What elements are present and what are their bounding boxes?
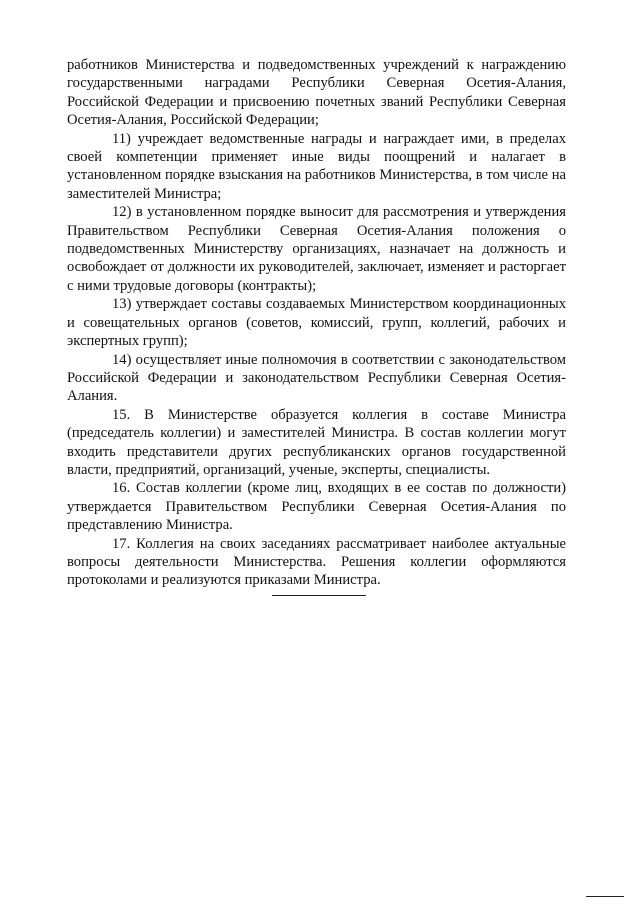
paragraph-item-13: 13) утверждает составы создаваемых Министерством координационных и совещательных органов (советов, комиссий, групп, коллегий, рабочих и экспертных групп); — [67, 296, 566, 350]
page-edge-mark — [586, 896, 624, 897]
paragraph-section-17: 17. Коллегия на своих заседаниях рассматривает наиболее актуальные вопросы деятельности Министерства. Решения коллегии оформляются протоколами и реализуются приказами Министра. — [67, 535, 566, 589]
paragraph-section-16: 16. Состав коллегии (кроме лиц, входящих в ее состав по должности) утверждается Правительством Республики Северная Осетия-Алания по представлению Министра. — [67, 480, 566, 534]
document-body — [67, 56, 566, 590]
paragraph-section-15: 15. В Министерстве образуется коллегия в составе Министра (председатель коллегии) и заместителей Министра. В состав коллегии могут входить представители других республиканских органов государственной власти, предприятий, организаций, ученые, эксперты, специалисты. — [67, 406, 566, 478]
paragraph-continuation: работников Министерства и подведомственных учреждений к награждению государственными наградами Республики Северная Осетия-Алания, Российской Федерации и присвоению почетных званий Республики Северная Осетия-Алания, Российской Федерации; — [67, 57, 566, 129]
paragraph-item-12: 12) в установленном порядке выносит для рассмотрения и утверждения Правительством Республики Северная Осетия-Алания положения о подведомственных Министерству организациях, назначает на должность и освобождает от должности их руководителей, заключает, изменяет и расторгает с ними трудовые договоры (контракты); — [67, 204, 566, 294]
paragraph-item-11: 11) учреждает ведомственные награды и награждает ими, в пределах своей компетенции применяет иные виды поощрений и налагает в установленном порядке взыскания на работников Министерства, в том числе на заместителей Министра; — [67, 130, 566, 202]
end-divider-line — [272, 595, 366, 596]
paragraph-item-14: 14) осуществляет иные полномочия в соответствии с законодательством Российской Федерации и законодательством Республики Северная Осетия-Алания. — [67, 351, 566, 405]
